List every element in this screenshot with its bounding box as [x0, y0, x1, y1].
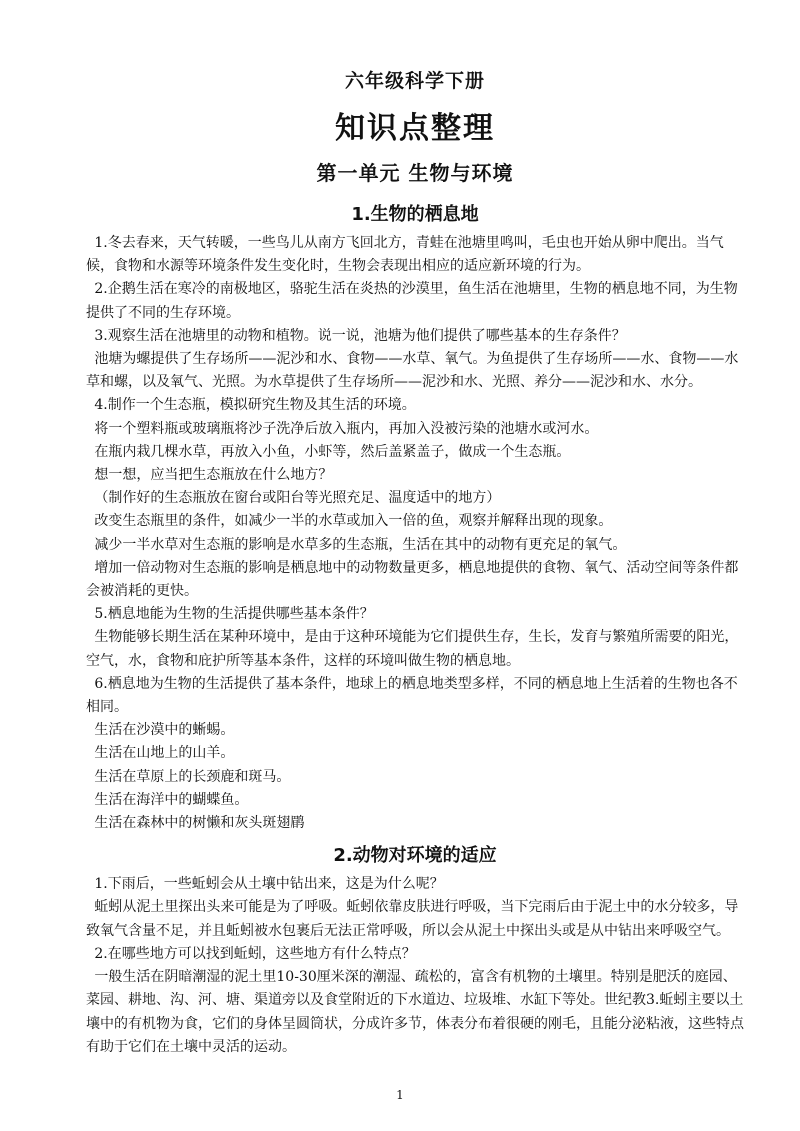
paragraph: （制作好的生态瓶放在窗台或阳台等光照充足、温度适中的地方）	[94, 490, 501, 507]
section-animal-adaptation	[86, 841, 744, 1059]
main-title: 知识点整理	[335, 111, 495, 146]
paragraph: 生活在森林中的树懒和灰头斑翅鹛	[94, 815, 305, 832]
paragraph: 生物能够长期生活在某种环境中，是由于这种环境能为它们提供生存，生长，发育与繁殖所需要的阳光，空气，水，食物和庇护所等基本条件，这样的环境叫做生物的栖息地。	[86, 629, 739, 669]
paragraph: 生活在草原上的长颈鹿和斑马。	[94, 768, 291, 785]
paragraph: 改变生态瓶里的条件，如减少一半的水草或加入一倍的鱼，观察并解释出现的现象。	[94, 513, 613, 530]
section-title: 1.生物的栖息地	[351, 204, 479, 225]
paragraph: 池塘为螺提供了生存场所——泥沙和水、食物——水草、氧气。为鱼提供了生存场所——水、食物——水草和螺，以及氧气、光照。为水草提供了生存场所——泥沙和水、光照、养分——泥沙和水、水分。	[86, 351, 739, 391]
paragraph: 一般生活在阴暗潮湿的泥土里10-30厘米深的潮湿、疏松的，富含有机物的土壤里。特别是肥沃的庭园、菜园、耕地、沟、河、塘、渠道旁以及食堂附近的下水道边、垃圾堆、水缸下等处。世纪教3.蚯蚓主要以土壤中的有机物为食，它们的身体呈圆筒状，分成许多节，体表分布着很硬的刚毛，且能分泌粘液，这些特点有助于它们在土壤中灵活的运动。	[86, 969, 744, 1055]
paragraph: 减少一半水草对生态瓶的影响是水草多的生态瓶，生活在其中的动物有更充足的氧气。	[94, 536, 627, 553]
unit-title: 第一单元 生物与环境	[316, 161, 514, 185]
paragraph: 6.栖息地为生物的生活提供了基本条件，地球上的栖息地类型多样，不同的栖息地上生活着的生物也各不相同。	[86, 675, 738, 716]
paragraph: 生活在山地上的山羊。	[94, 745, 235, 762]
paragraph: 在瓶内栽几棵水草，再放入小鱼，小虾等，然后盖紧盖子，做成一个生态瓶。	[94, 443, 571, 460]
paragraph: 5.栖息地能为生物的生活提供哪些基本条件？	[94, 606, 374, 623]
paragraph: 增加一倍动物对生态瓶的影响是栖息地中的动物数量更多，栖息地提供的食物、氧气、活动空间等条件都会被消耗的更快。	[86, 559, 739, 600]
paragraph: 生活在沙漠中的蜥蜴。	[94, 722, 235, 739]
paragraph: 4.制作一个生态瓶，模拟研究生物及其生活的环境。	[94, 397, 416, 414]
paragraph: 2.企鹅生活在寒冷的南极地区，骆驼生活在炎热的沙漠里，鱼生活在池塘里，生物的栖息地不同，为生物提供了不同的生存环境。	[86, 281, 738, 321]
paragraph: 3.观察生活在池塘里的动物和植物。说一说，池塘为他们提供了哪些基本的生存条件？	[94, 327, 626, 344]
paragraph: 生活在海洋中的蝴蝶鱼。	[94, 791, 249, 808]
paragraph: 1.下雨后，一些蚯蚓会从土壤中钻出来，这是为什么呢？	[94, 876, 444, 893]
paragraph: 将一个塑料瓶或玻璃瓶将沙子洗净后放入瓶内，再加入没被污染的池塘水或河水。	[94, 420, 599, 437]
paragraph: 1.冬去春来，天气转暖，一些鸟儿从南方飞回北方，青蛙在池塘里鸣叫，毛虫也开始从卵中爬出。当气候，食物和水源等环境条件发生变化时，生物会表现出相应的适应新环境的行为。	[86, 235, 724, 275]
section-title: 2.动物对环境的适应	[333, 845, 497, 867]
page-number: 1	[396, 1088, 404, 1102]
grade-title: 六年级科学下册	[344, 70, 485, 92]
paragraph: 2.在哪些地方可以找到蚯蚓，这些地方有什么特点？	[94, 945, 416, 962]
paragraph: 想一想，应当把生态瓶放在什么地方？	[94, 467, 333, 484]
paragraph: 蚯蚓从泥土里探出头来可能是为了呼吸。蚯蚓依靠皮肤进行呼吸，当下完雨后由于泥土中的水分较多，导致氧气含量不足，并且蚯蚓被水包裹后无法正常呼吸，所以会从泥土中探出头或是从中钻出来呼吸空气。	[86, 899, 739, 939]
section-habitat	[86, 200, 744, 835]
